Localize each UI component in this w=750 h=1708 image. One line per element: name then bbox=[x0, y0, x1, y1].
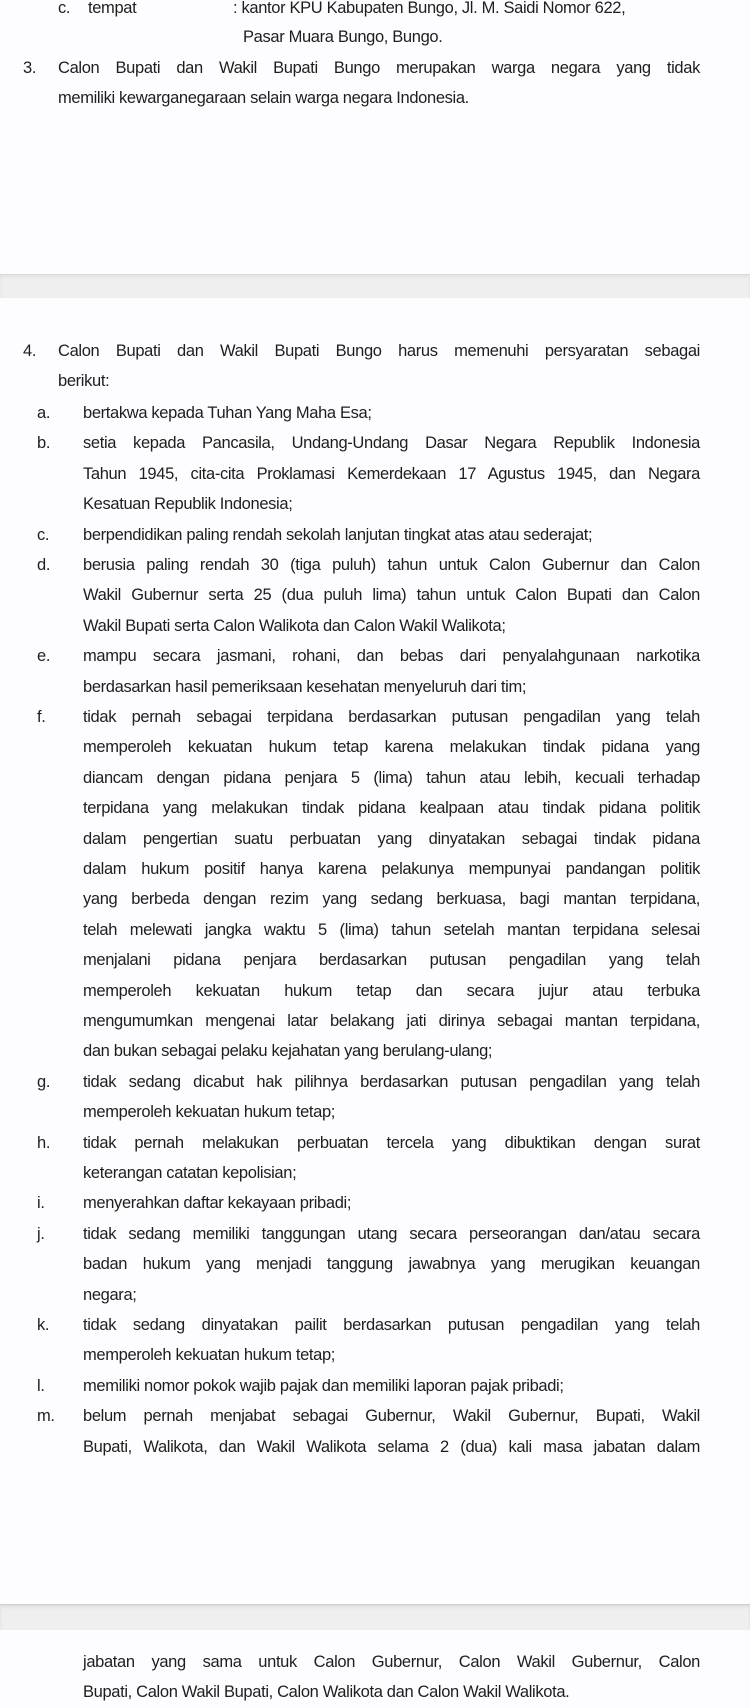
sub-item-marker: a. bbox=[37, 404, 51, 422]
item-m-continuation-line-2: Bupati, Calon Wakil Bupati, Calon Walikota dan Calon Wakil Walikota. bbox=[83, 1683, 570, 1701]
sub-item-line: tidak sedang dicabut hak pilihnya berdasarkan putusan pengadilan yang telah bbox=[83, 1072, 700, 1091]
sub-item-line: telah melewati jangka waktu 5 (lima) tahun setelah mantan terpidana selesai bbox=[83, 920, 700, 939]
item-4-line-2: berikut: bbox=[58, 372, 110, 390]
sub-item-marker: k. bbox=[37, 1316, 50, 1334]
item-c-value-line-2: Pasar Muara Bungo, Bungo. bbox=[243, 28, 443, 46]
sub-item-line: menjalani pidana penjara berdasarkan putusan pengadilan yang telah bbox=[83, 951, 700, 970]
sub-item-line: memiliki nomor pokok wajib pajak dan memiliki laporan pajak pribadi; bbox=[83, 1376, 564, 1395]
item-c-marker: c. bbox=[58, 0, 71, 17]
sub-item-line: tidak sedang dinyatakan pailit berdasarkan putusan pengadilan yang telah bbox=[83, 1316, 700, 1334]
sub-item-line: tidak pernah melakukan perbuatan tercela yang dibuktikan dengan surat bbox=[83, 1133, 700, 1152]
page-break bbox=[0, 1604, 750, 1632]
sub-item-line: mengumumkan mengenai latar belakang jati dirinya sebagai mantan terpidana, bbox=[83, 1012, 700, 1030]
sub-item-line: diancam dengan pidana penjara 5 (lima) tahun atau lebih, kecuali terhadap bbox=[83, 768, 700, 787]
sub-item-marker: h. bbox=[37, 1133, 51, 1152]
item-3-marker: 3. bbox=[23, 59, 37, 77]
sub-item-line: memperoleh kekuatan hukum tetap; bbox=[83, 1346, 336, 1365]
page-break bbox=[0, 274, 750, 300]
sub-item-marker: f. bbox=[37, 708, 46, 726]
sub-item-line: memperoleh kekuatan hukum tetap; bbox=[83, 1103, 336, 1122]
sub-item-marker: c. bbox=[37, 525, 50, 544]
sub-item-line: dalam pengertian suatu perbuatan yang dinyatakan sebagai tindak pidana bbox=[83, 829, 700, 848]
item-3-line-1: Calon Bupati dan Wakil Bupati Bungo merupakan warga negara yang tidak bbox=[58, 59, 700, 77]
sub-item-marker: d. bbox=[37, 556, 51, 574]
item-3-line-2: memiliki kewarganegaraan selain warga negara Indonesia. bbox=[58, 89, 469, 107]
sub-item-marker: m. bbox=[37, 1407, 55, 1426]
sub-item-line: negara; bbox=[83, 1285, 137, 1304]
sub-item-line: keterangan catatan kepolisian; bbox=[83, 1164, 297, 1182]
sub-item-marker: j. bbox=[37, 1224, 45, 1243]
sub-item-marker: i. bbox=[37, 1194, 45, 1213]
item-c-value-line-1: : kantor KPU Kabupaten Bungo, Jl. M. Saidi Nomor 622, bbox=[233, 0, 626, 17]
sub-item-line: menyerahkan daftar kekayaan pribadi; bbox=[83, 1194, 352, 1213]
sub-item-line: mampu secara jasmani, rohani, dan bebas dari penyalahgunaan narkotika bbox=[83, 647, 700, 666]
sub-item-marker: b. bbox=[37, 434, 51, 453]
sub-item-line: belum pernah menjabat sebagai Gubernur, Wakil Gubernur, Bupati, Wakil bbox=[83, 1407, 700, 1426]
sub-item-line: yang berbeda dengan rezim yang sedang berkuasa, bagi mantan terpidana, bbox=[83, 890, 700, 909]
sub-item-marker: l. bbox=[37, 1376, 45, 1395]
sub-item-line: berusia paling rendah 30 (tiga puluh) tahun untuk Calon Gubernur dan Calon bbox=[83, 556, 700, 574]
sub-item-marker: g. bbox=[37, 1072, 51, 1091]
document-page-2 bbox=[0, 298, 750, 1604]
sub-item-line: dalam hukum positif hanya karena pelakunya mempunyai pandangan politik bbox=[83, 860, 700, 878]
sub-item-line: memperoleh kekuatan hukum tetap karena melakukan tindak pidana yang bbox=[83, 738, 700, 757]
sub-item-line: setia kepada Pancasila, Undang-Undang Dasar Negara Republik Indonesia bbox=[83, 434, 700, 453]
document-page-1 bbox=[0, 0, 750, 274]
sub-item-line: berdasarkan hasil pemeriksaan kesehatan menyeluruh dari tim; bbox=[83, 677, 527, 696]
sub-item-line: bertakwa kepada Tuhan Yang Maha Esa; bbox=[83, 404, 372, 422]
document-page-3 bbox=[0, 1630, 750, 1708]
sub-item-line: dan bukan sebagai pelaku kejahatan yang berulang-ulang; bbox=[83, 1042, 493, 1061]
sub-item-line: berpendidikan paling rendah sekolah lanjutan tingkat atas atau sederajat; bbox=[83, 525, 593, 544]
sub-item-line: Tahun 1945, cita-cita Proklamasi Kemerdekaan 17 Agustus 1945, dan Negara bbox=[83, 464, 700, 483]
item-4-line-1: Calon Bupati dan Wakil Bupati Bungo harus memenuhi persyaratan sebagai bbox=[58, 342, 700, 360]
sub-item-line: badan hukum yang menjadi tanggung jawabnya yang merugikan keuangan bbox=[83, 1255, 700, 1274]
item-m-continuation-line-1: jabatan yang sama untuk Calon Gubernur, Calon Wakil Gubernur, Calon bbox=[83, 1653, 700, 1671]
sub-item-line: Wakil Bupati serta Calon Walikota dan Calon Wakil Walikota; bbox=[83, 616, 506, 635]
item-4-marker: 4. bbox=[23, 342, 37, 360]
sub-item-marker: e. bbox=[37, 647, 51, 666]
sub-item-line: Wakil Gubernur serta 25 (dua puluh lima) tahun untuk Calon Bupati dan Calon bbox=[83, 586, 700, 605]
item-c-label: tempat bbox=[88, 0, 137, 17]
sub-item-line: tidak sedang memiliki tanggungan utang secara perseorangan dan/atau secara bbox=[83, 1224, 700, 1243]
sub-item-line: memperoleh kekuatan hukum tetap dan secara jujur atau terbuka bbox=[83, 981, 700, 1000]
sub-item-line: Kesatuan Republik Indonesia; bbox=[83, 495, 293, 514]
sub-item-line: terpidana yang melakukan tindak pidana kealpaan atau tindak pidana politik bbox=[83, 799, 700, 818]
sub-item-line: Bupati, Walikota, dan Wakil Walikota selama 2 (dua) kali masa jabatan dalam bbox=[83, 1437, 700, 1456]
sub-item-line: tidak pernah sebagai terpidana berdasarkan putusan pengadilan yang telah bbox=[83, 708, 700, 726]
